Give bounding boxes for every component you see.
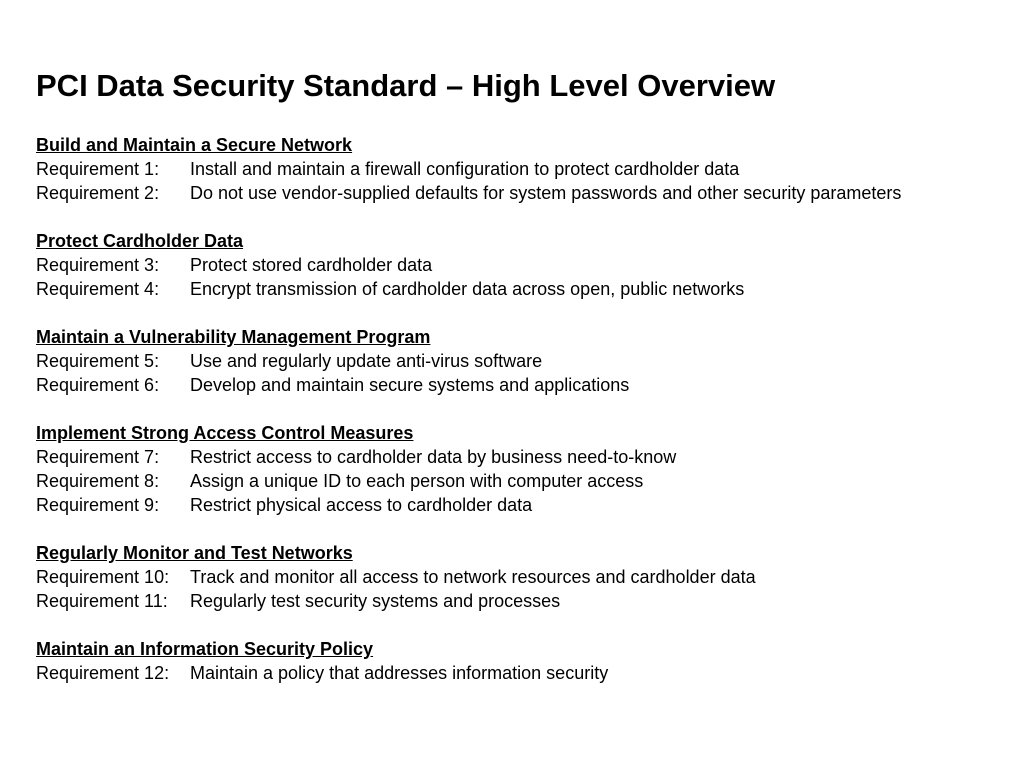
requirement-row <box>36 661 1006 685</box>
section-heading: Maintain a Vulnerability Management Program <box>36 327 431 347</box>
requirement-text: Develop and maintain secure systems and applications <box>190 375 630 395</box>
slide <box>36 66 1006 709</box>
sections <box>36 133 1006 685</box>
requirement-row <box>36 469 1006 493</box>
requirement-label: Requirement 12: <box>36 663 170 683</box>
requirement-label: Requirement 4: <box>36 279 160 299</box>
requirement-row <box>36 373 1006 397</box>
requirement-label: Requirement 11: <box>36 591 168 611</box>
section-heading: Build and Maintain a Secure Network <box>36 135 353 155</box>
section-heading: Protect Cardholder Data <box>36 231 244 251</box>
requirement-label: Requirement 7: <box>36 447 160 467</box>
requirement-text: Restrict access to cardholder data by business need-to-know <box>190 447 677 467</box>
section-heading: Regularly Monitor and Test Networks <box>36 543 353 563</box>
requirement-row <box>36 349 1006 373</box>
requirement-text: Regularly test security systems and processes <box>190 591 561 611</box>
requirement-text: Install and maintain a firewall configuration to protect cardholder data <box>190 159 740 179</box>
section-protect-cardholder-data <box>36 229 1006 301</box>
section-heading: Implement Strong Access Control Measures <box>36 423 414 443</box>
requirement-text: Restrict physical access to cardholder data <box>190 495 533 515</box>
requirement-row <box>36 589 1006 613</box>
requirement-label: Requirement 10: <box>36 567 170 587</box>
requirement-row <box>36 253 1006 277</box>
requirement-label: Requirement 2: <box>36 183 160 203</box>
section-access-control <box>36 421 1006 517</box>
requirement-row <box>36 277 1006 301</box>
requirement-label: Requirement 1: <box>36 159 160 179</box>
requirement-row <box>36 445 1006 469</box>
requirement-text: Track and monitor all access to network resources and cardholder data <box>190 567 756 587</box>
requirement-text: Assign a unique ID to each person with computer access <box>190 471 644 491</box>
requirement-label: Requirement 6: <box>36 375 160 395</box>
requirement-text: Protect stored cardholder data <box>190 255 433 275</box>
requirement-label: Requirement 8: <box>36 471 160 491</box>
requirement-row <box>36 181 1006 205</box>
requirement-text: Encrypt transmission of cardholder data across open, public networks <box>190 279 745 299</box>
section-secure-network <box>36 133 1006 205</box>
page-title: PCI Data Security Standard – High Level Overview <box>36 68 776 103</box>
requirement-label: Requirement 9: <box>36 495 160 515</box>
requirement-label: Requirement 5: <box>36 351 160 371</box>
requirement-row <box>36 493 1006 517</box>
section-monitor-test-networks <box>36 541 1006 613</box>
section-heading: Maintain an Information Security Policy <box>36 639 374 659</box>
requirement-text: Do not use vendor-supplied defaults for system passwords and other security parameters <box>190 183 902 203</box>
requirement-text: Use and regularly update anti-virus software <box>190 351 543 371</box>
requirement-label: Requirement 3: <box>36 255 160 275</box>
requirement-row <box>36 565 1006 589</box>
requirement-text: Maintain a policy that addresses information security <box>190 663 609 683</box>
section-security-policy <box>36 637 1006 685</box>
requirement-row <box>36 157 1006 181</box>
section-vulnerability-management <box>36 325 1006 397</box>
